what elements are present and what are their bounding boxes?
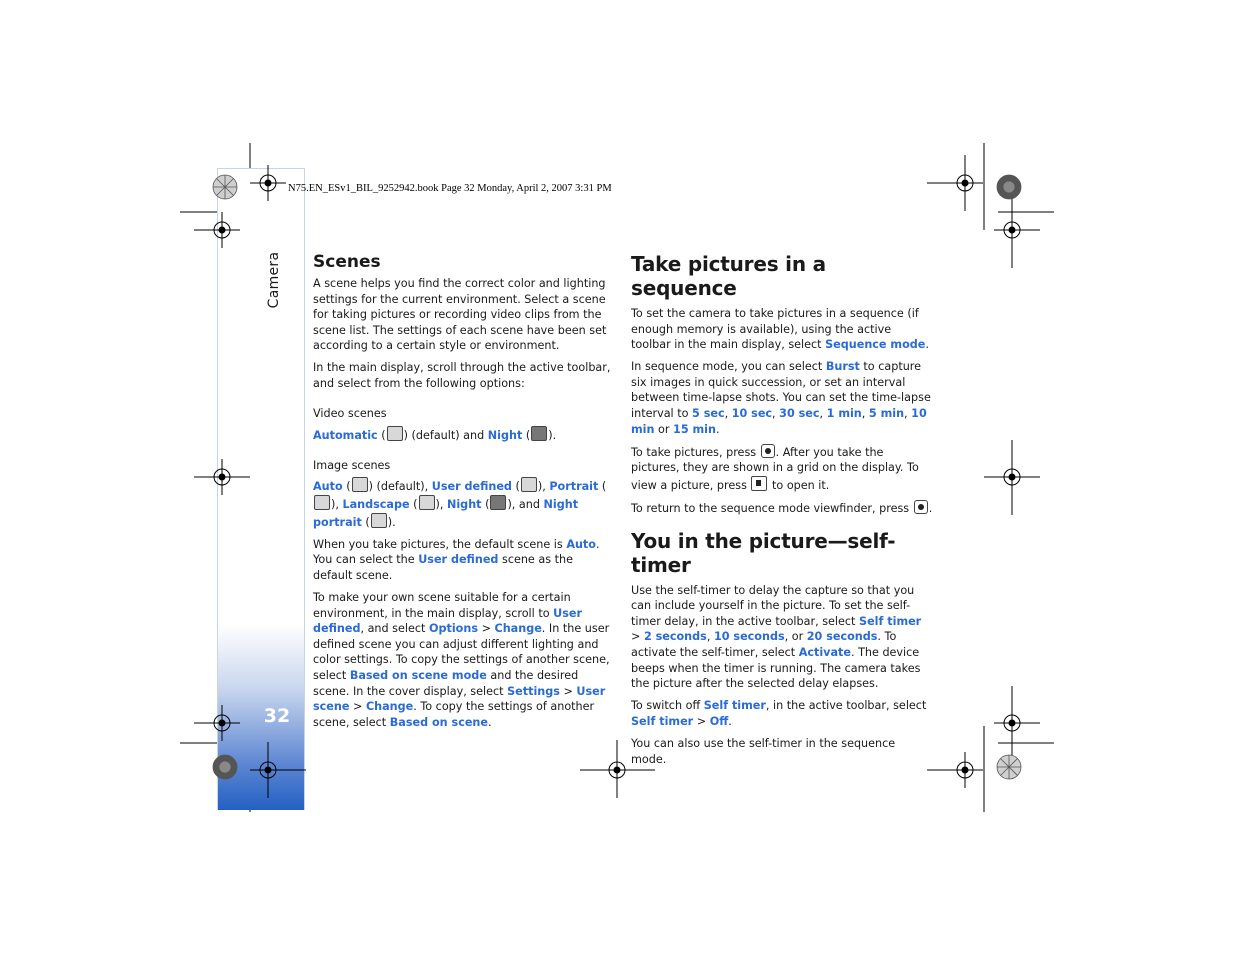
print-header: N75.EN_ESv1_BIL_9252942.book Page 32 Monday, April 2, 2007 3:31 PM	[288, 183, 612, 194]
link-sequence-mode[interactable]: Sequence mode	[825, 338, 926, 352]
link-auto[interactable]: Auto	[313, 480, 343, 494]
selftimer-para-2: To switch off Self timer, in the active toolbar, select Self timer > Off.	[631, 699, 927, 728]
link-30-sec[interactable]: 30 sec	[779, 407, 820, 421]
link-self-timer[interactable]: Self timer	[703, 699, 766, 713]
page-number: 32	[263, 705, 291, 727]
link-10-min[interactable]: 10 min	[631, 407, 927, 436]
link-change[interactable]: Change	[494, 622, 542, 636]
default-scene-para: When you take pictures, the default scene is Auto. You can select the User defined scene as the default scene.	[313, 537, 600, 582]
selftimer-para-3: You can also use the self-timer in the sequence mode.	[631, 736, 896, 766]
scenes-heading: Scenes	[313, 252, 381, 272]
link-night-portrait[interactable]: Night portrait	[313, 498, 579, 529]
image-scenes-list: Auto ( ) (default), User defined ( ), Portrait (), Landscape ( ), Night ( ), and Night portrait ( ).	[313, 477, 615, 530]
link-2-seconds[interactable]: 2 seconds	[643, 630, 707, 644]
section-label: Camera	[266, 251, 282, 309]
link-activate[interactable]: Activate	[798, 646, 851, 659]
video-scenes-list: Automatic ( ) (default) and Night ( ).	[313, 426, 615, 444]
capture-key-icon	[761, 444, 775, 458]
link-self-timer[interactable]: Self timer	[859, 614, 922, 628]
link-10-sec[interactable]: 10 sec	[731, 407, 773, 421]
link-auto[interactable]: Auto	[566, 537, 596, 551]
link-portrait[interactable]: Portrait	[549, 480, 599, 494]
scene-night-icon	[531, 426, 547, 441]
link-night[interactable]: Night	[446, 498, 482, 512]
capture-key-icon	[914, 500, 928, 514]
link-options[interactable]: Options	[428, 622, 478, 636]
link-10-seconds[interactable]: 10 seconds	[713, 630, 785, 644]
link-change[interactable]: Change	[365, 700, 414, 714]
scene-night-icon	[490, 495, 506, 510]
image-scenes-heading: Image scenes	[313, 458, 391, 472]
scenes-column	[313, 252, 615, 737]
link-automatic[interactable]: Automatic	[313, 428, 378, 442]
scenes-intro: A scene helps you find the correct color and lighting settings for the current environment. Select a scene for taking pictures or recording video clips from the scene list. The settings of each scene have been set according to a certain style or environment.	[313, 277, 607, 353]
scene-portrait-icon	[314, 495, 330, 510]
video-scenes-heading: Video scenes	[313, 407, 387, 421]
own-scene-para: To make your own scene suitable for a certain environment, in the main display, scroll to User defined, and select Options > Change. In the user defined scene you can adjust different lighting and color settings. To copy the settings of another scene, select Based on scene mode and the desired scene. In the cover display, select Settings > User scene > Change. To copy the settings of another scene, select Based on scene.	[313, 591, 610, 729]
link-user-defined[interactable]: User defined	[431, 480, 512, 494]
sequence-para-1: To set the camera to take pictures in a sequence (if enough memory is available), using the active toolbar in the main display, select Sequence mode.	[631, 307, 929, 352]
link-based-on-scene[interactable]: Based on scene	[389, 715, 488, 729]
link-settings[interactable]: Settings	[507, 684, 560, 698]
scene-landscape-icon	[419, 495, 435, 510]
sequence-para-2: In sequence mode, you can select Burst to capture six images in quick succession, or set an interval between time-lapse shots. You can set the time-lapse interval to 5 sec, 10 sec, 30 sec, 1 min, 5 min, 10 min or 15 min.	[631, 360, 931, 436]
link-based-on-scene-mode[interactable]: Based on scene mode	[349, 668, 487, 682]
scene-user-defined-icon	[521, 477, 537, 492]
link-burst[interactable]: Burst	[825, 360, 860, 374]
link-5-sec[interactable]: 5 sec	[692, 407, 725, 421]
link-off[interactable]: Off	[709, 714, 729, 728]
link-landscape[interactable]: Landscape	[342, 498, 410, 512]
scene-auto-icon	[352, 477, 368, 492]
scenes-scroll-text: In the main display, scroll through the active toolbar, and select from the following options:	[313, 361, 611, 391]
sequence-para-3: To take pictures, press . After you take the pictures, they are shown in a grid on the display. To view a picture, press to open it.	[631, 445, 919, 492]
link-user-scene[interactable]: User scene	[313, 684, 606, 714]
link-user-defined[interactable]: User defined	[313, 606, 582, 636]
selftimer-heading: You in the picture—self-timer	[631, 528, 896, 577]
link-20-seconds[interactable]: 20 seconds	[806, 630, 878, 644]
link-15-min[interactable]: 15 min	[673, 422, 716, 436]
selftimer-para-1: Use the self-timer to delay the capture so that you can include yourself in the picture. To set the self-timer delay, in the active toolbar, select Self timer > 2 seconds, 10 seconds, or 20 seconds. To activate the self-timer, select Activate. The device beeps when the timer is running. The camera takes the picture after the selected delay elapses.	[631, 583, 922, 691]
link-self-timer[interactable]: Self timer	[631, 714, 694, 728]
sequence-column	[631, 252, 933, 774]
navi-key-icon	[751, 476, 767, 491]
sequence-heading: Take pictures in a sequence	[631, 252, 826, 300]
link-1-min[interactable]: 1 min	[826, 407, 862, 421]
scene-night-portrait-icon	[371, 513, 387, 528]
link-5-min[interactable]: 5 min	[868, 407, 905, 421]
link-user-defined[interactable]: User defined	[418, 553, 499, 567]
sequence-para-4: To return to the sequence mode viewfinder, press .	[631, 502, 933, 516]
link-night[interactable]: Night	[487, 428, 523, 442]
scene-auto-icon	[387, 426, 403, 441]
